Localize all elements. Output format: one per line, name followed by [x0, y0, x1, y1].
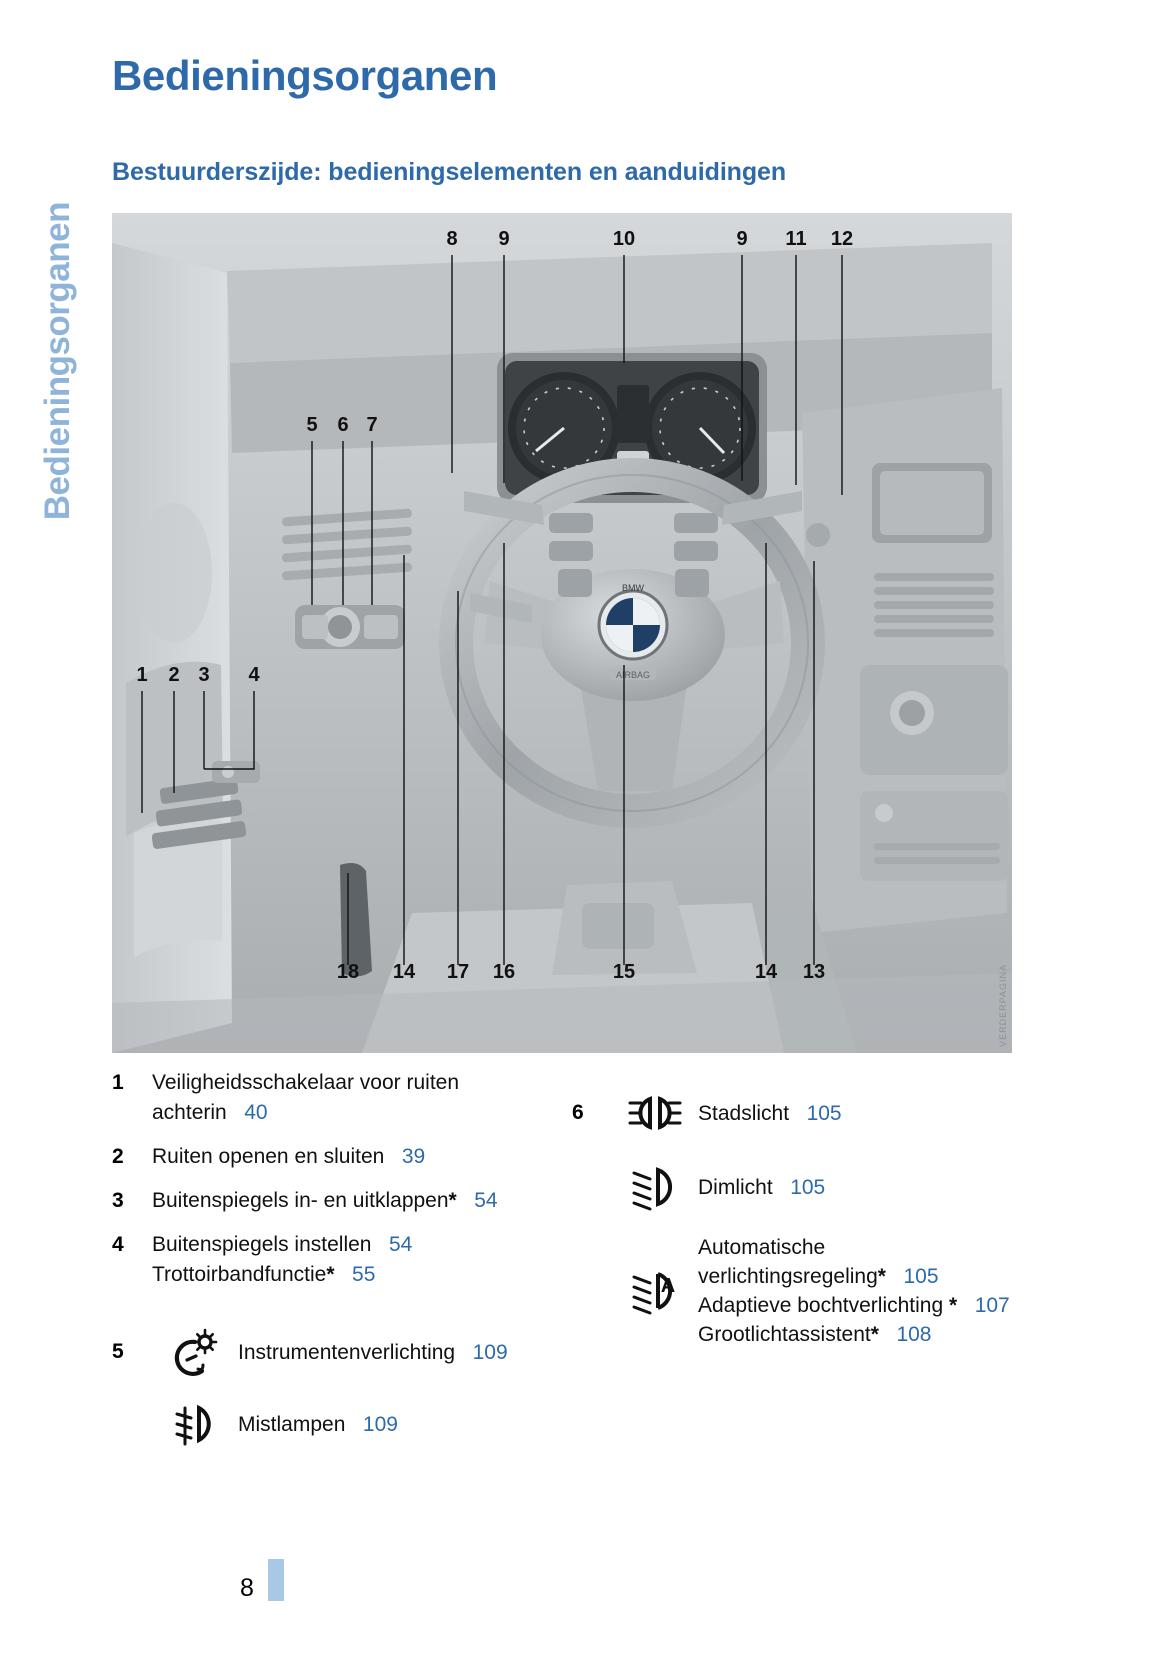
page-reference[interactable]: 109: [362, 1412, 398, 1436]
legend-subitem-fog-lamp: [112, 1398, 552, 1450]
svg-text:14: 14: [754, 961, 778, 983]
dashboard-illustration: [112, 213, 1012, 1053]
legend-number: 3: [112, 1189, 124, 1212]
instrument-lighting-icon: [152, 1326, 238, 1378]
svg-text:14: 14: [392, 961, 416, 983]
legend-text-line: [152, 1260, 552, 1290]
parking-light-icon: [612, 1087, 698, 1139]
legend-label: Buitenspiegels instellen: [152, 1233, 372, 1256]
svg-text:9: 9: [498, 228, 510, 250]
optional-asterisk: *: [877, 1265, 886, 1288]
legend-label: Veiligheidsschakelaar voor ruiten: [152, 1071, 460, 1094]
page-title: Bedieningsorganen: [112, 52, 498, 99]
legend-label: Dimlicht: [698, 1175, 773, 1199]
svg-text:8: 8: [446, 228, 458, 250]
legend-number: 2: [112, 1145, 124, 1168]
legend-text-line: [698, 1173, 825, 1202]
legend-label: Ruiten openen en sluiten: [152, 1145, 385, 1168]
page-footer: [240, 1559, 284, 1601]
legend-column-left: [112, 1068, 552, 1468]
legend-label: Grootlichtassistent: [698, 1323, 871, 1346]
svg-text:15: 15: [612, 961, 636, 983]
legend-text-line: [698, 1320, 1042, 1349]
figure-watermark: VERDERPAGINA: [998, 964, 1008, 1047]
legend-text-line: [152, 1068, 552, 1098]
svg-text:1: 1: [136, 664, 148, 686]
page-reference[interactable]: 105: [806, 1101, 842, 1125]
svg-text:11: 11: [785, 228, 807, 250]
folio-bar: [268, 1559, 284, 1601]
legend-label: Buitenspiegels in- en uitklappen: [152, 1189, 449, 1212]
page-reference[interactable]: 105: [790, 1175, 826, 1199]
page-reference[interactable]: 108: [896, 1323, 932, 1346]
svg-text:13: 13: [802, 961, 826, 983]
svg-text:3: 3: [198, 664, 210, 686]
svg-text:AIRBAG: AIRBAG: [615, 670, 651, 680]
page-reference[interactable]: 54: [474, 1189, 498, 1212]
legend-label: Instrumentenverlichting: [238, 1340, 456, 1364]
legend-label: Adaptieve bochtverlichting: [698, 1294, 944, 1317]
legend-item-2: [112, 1142, 552, 1172]
legend-text-line: [698, 1291, 1042, 1320]
legend-label: Stadslicht: [698, 1101, 790, 1125]
svg-text:9: 9: [736, 228, 748, 250]
legend-number: 4: [112, 1233, 124, 1256]
svg-text:BMW: BMW: [622, 583, 644, 593]
svg-text:17: 17: [446, 961, 470, 983]
page-reference[interactable]: 54: [389, 1233, 413, 1256]
legend-text-line: [152, 1186, 552, 1216]
page-reference[interactable]: 39: [401, 1145, 426, 1168]
svg-text:4: 4: [248, 664, 260, 686]
legend-text-line: [238, 1410, 398, 1439]
chapter-side-tab: [33, 40, 81, 520]
svg-text:12: 12: [830, 228, 854, 250]
fog-lamp-icon: [152, 1398, 238, 1450]
page-reference[interactable]: 107: [974, 1294, 1010, 1317]
svg-text:2: 2: [168, 664, 180, 686]
chapter-side-tab-label: Bedieningsorganen: [37, 201, 77, 520]
legend-number: 5: [112, 1340, 124, 1363]
legend-label: achterin: [152, 1101, 227, 1124]
svg-text:18: 18: [336, 961, 360, 983]
legend-text-line: [152, 1098, 552, 1128]
page-reference[interactable]: 105: [903, 1265, 939, 1288]
legend-text-line: [152, 1142, 552, 1172]
svg-text:6: 6: [337, 414, 349, 436]
automatic-headlight-control-icon: [612, 1265, 698, 1317]
legend-text-line: [152, 1230, 552, 1260]
legend-label: verlichtingsregeling: [698, 1265, 878, 1288]
legend-text-line: [238, 1338, 508, 1367]
legend-column-right: [572, 1085, 1042, 1367]
low-beam-icon: [612, 1161, 698, 1213]
legend-number: 6: [572, 1101, 584, 1124]
svg-text:A: A: [660, 1275, 676, 1297]
svg-text:10: 10: [612, 228, 636, 250]
page-reference[interactable]: 55: [352, 1263, 376, 1286]
page-number: 8: [240, 1574, 254, 1602]
svg-text:5: 5: [306, 414, 318, 436]
legend-label: Trottoirbandfunctie: [152, 1263, 327, 1286]
optional-asterisk: *: [949, 1294, 958, 1317]
svg-text:7: 7: [366, 414, 378, 436]
optional-asterisk: *: [448, 1189, 457, 1212]
legend-label: Automatische: [698, 1236, 826, 1259]
dashboard-figure: [112, 213, 1012, 1053]
optional-asterisk: *: [326, 1263, 335, 1286]
svg-text:16: 16: [492, 961, 516, 983]
page-reference[interactable]: 109: [472, 1340, 508, 1364]
legend-text-line: [698, 1262, 1042, 1291]
optional-asterisk: *: [870, 1323, 879, 1346]
legend-subitem-auto-headlight: [572, 1233, 1042, 1349]
legend-item-6: [572, 1085, 1042, 1141]
legend-item-4: [112, 1230, 552, 1290]
legend-item-1: [112, 1068, 552, 1128]
legend-subitem-low-beam: [572, 1161, 1042, 1213]
section-title: Bestuurderszijde: bedieningselementen en aanduidingen: [112, 158, 786, 186]
legend-item-3: [112, 1186, 552, 1216]
legend-text-line: [698, 1099, 842, 1128]
legend-text-line: [698, 1233, 1042, 1262]
legend-label: Mistlampen: [238, 1412, 346, 1436]
legend-number: 1: [112, 1071, 124, 1094]
legend-item-5: [112, 1324, 552, 1380]
page-reference[interactable]: 40: [244, 1101, 268, 1124]
